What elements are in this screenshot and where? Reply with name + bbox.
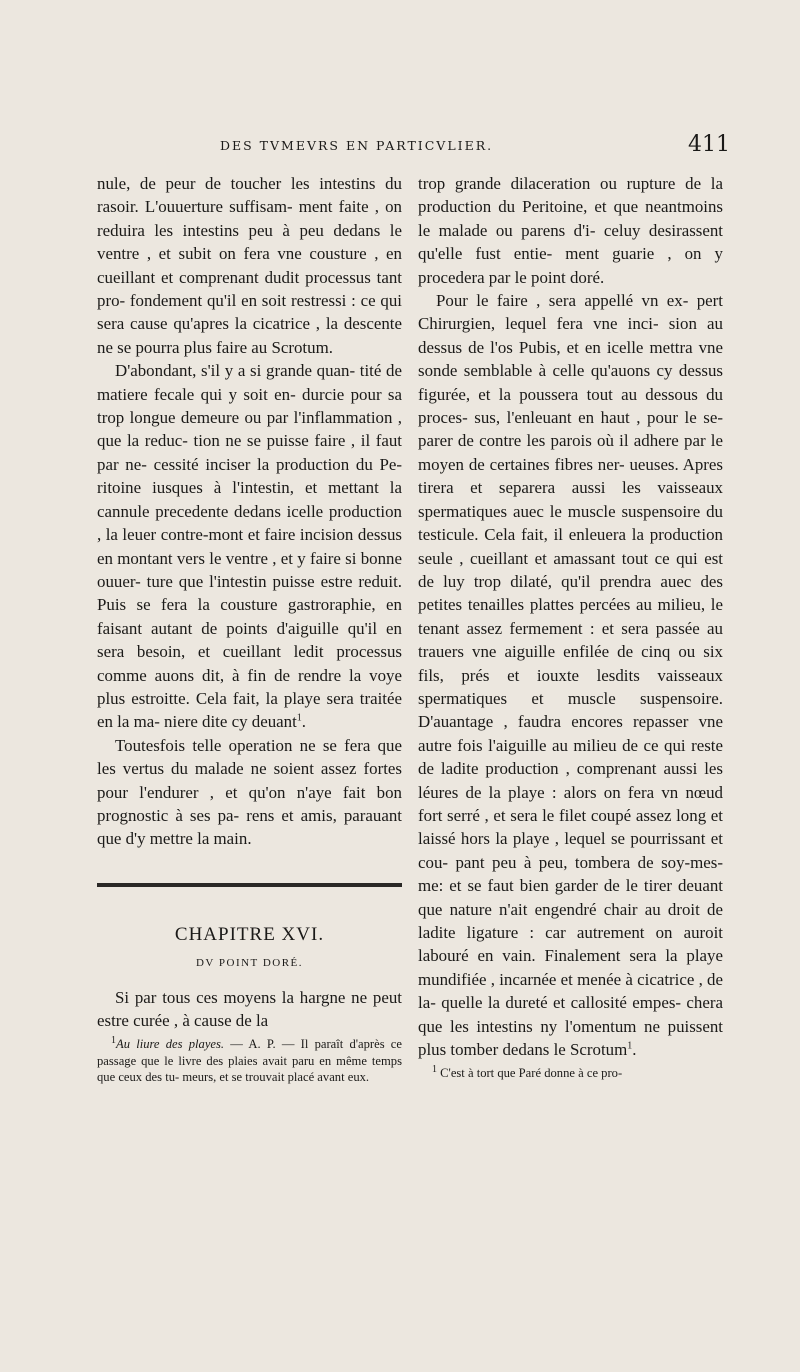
- right-column: [418, 172, 723, 1082]
- right-paragraph-1: trop grande dilaceration ou rupture de la production du Peritoine, et que neantmoins le malade ou parens d'i- celuy desirassent qu'elle fust entie- ment guarie , on y procedera par le point doré.: [418, 174, 723, 287]
- running-head: DES TVMEVRS EN PARTICVLIER.: [220, 138, 494, 153]
- right-paragraph-2-text: Pour le faire , sera appellé vn ex- pert Chirurgien, lequel fera vne inci- sion au dessus de l'os Pubis, et en icelle mettra vne sonde semblable à celle qu'auons cy dessus figurée, et la poussera tout au dessous du proces- sus, l'enleuant en haut , pour le se- parer de contre les parois où il adhere par le moyen de certaines fibres ner- ueuses. Apres tirera et separera aussi les vaisseaux spermatiques auec le muscle suspensoire du testicule. Cela fait, il enleuera la production seule , cueillant et amassant tout ce qui est de luy trop dilaté, qu'il prendra auec des petites tenailles plattes percées au milieu, le tenant assez fermement : et sera passée au trauers vne aiguille enfilée de cinq ou six fils, prés et iouxte lesdits vaisseaux spermatiques et muscle suspensoire. D'auantage , faudra encores repasser vne autre fois l'aiguille au milieu de ce qui reste de ladite production , comprenant aussi les léures de la playe : alors on fera vn nœud fort serré , et sera le filet coupé assez long et laissé hors la playe , lequel se pourrissant et cou- pant peu à peu, tombera de soy-mes- me: et se faut bien garder de le tirer deuant que nature n'ait engendré chair au droit de ladite ligature : car autrement on auroit labouré en vain. Finalement sera la playe mundifiée , incarnée et menée à cicatrice , de la- quelle la dureté et callosité empes- chera que les intestins ny l'omentum ne puissent plus tomber dedans le Scrotum: [418, 291, 723, 1060]
- chapter-subtitle: DV POINT DORÉ.: [195, 957, 304, 970]
- page-number: 411: [688, 132, 730, 157]
- right-paragraph-2-end: .: [632, 1040, 637, 1060]
- left-paragraph-2-end: .: [301, 712, 307, 732]
- left-column: [97, 172, 402, 1086]
- footnote-marker: 1: [432, 1064, 437, 1076]
- running-header: [220, 132, 740, 162]
- footnote-ref: 1: [296, 712, 302, 724]
- left-paragraph-3: Toutesfois telle operation ne se fera que les vertus du malade ne soient assez fortes pour l'endurer , et qu'on n'aye fait bon prognostic à ses pa- rens et amis, parauant que d'y mettre la main.: [97, 735, 402, 849]
- footnote-ref: 1: [627, 1040, 633, 1052]
- chapter-title: CHAPITRE XVI.: [174, 923, 325, 945]
- left-paragraph-2: [97, 359, 402, 734]
- left-footnote: [97, 1036, 402, 1086]
- footnote-marker: 1: [111, 1035, 116, 1047]
- footnote-text: C'est à tort que Paré donne à ce pro-: [437, 1066, 623, 1081]
- left-paragraph-1: nule, de peur de toucher les intestins du rasoir. L'ouuerture suffisam- ment faite , on reduira les intestins peu à peu dedans le ventre , et subit on fera vne cousture , en cueillant et comprenant dudit processus tant pro- fondement qu'il en soit restressi : ce qui sera cause qu'apres la cicatrice , la descente ne se pourra plus faire au Scrotum.: [97, 174, 402, 357]
- left-paragraph-2-text: D'abondant, s'il y a si grande quan- tité de matiere fecale qui y soit en- durcie pour sa trop longue demeure ou par l'inflammation , que la reduc- tion ne se puisse faire , il faut par ne- cessité inciser la production du Pe- ritoine iusques à l'intestin, et mettant la cannule precedente dedans icelle production , la leuer contre-mont et faire incision dessus en montant vers le ventre , et y faire si bonne ouuer- ture que l'intestin puisse estre reduit. Puis se fera la cousture gastroraphie, en faisant autant de points d'aiguille qu'il en sera besoin, et cueillant ledit processus comme auons dit, à fin de rendre la voye plus estroitte. Cela fait, la playe sera traitée en la ma- niere dite cy deuant: [97, 361, 402, 732]
- right-paragraph-2: [418, 289, 723, 1061]
- footnote-text: — A. P. — Il paraît d'après ce passage que le livre des plaies avait paru en même temps que ceux des tu- meurs, et se trouvait placé avant eux.: [97, 1037, 402, 1085]
- footnote-title: Au liure des playes.: [116, 1037, 225, 1052]
- right-footnote: [418, 1065, 723, 1082]
- chapter-divider: [97, 883, 402, 887]
- left-paragraph-4: Si par tous ces moyens la hargne ne peut estre curée , à cause de la: [97, 987, 402, 1030]
